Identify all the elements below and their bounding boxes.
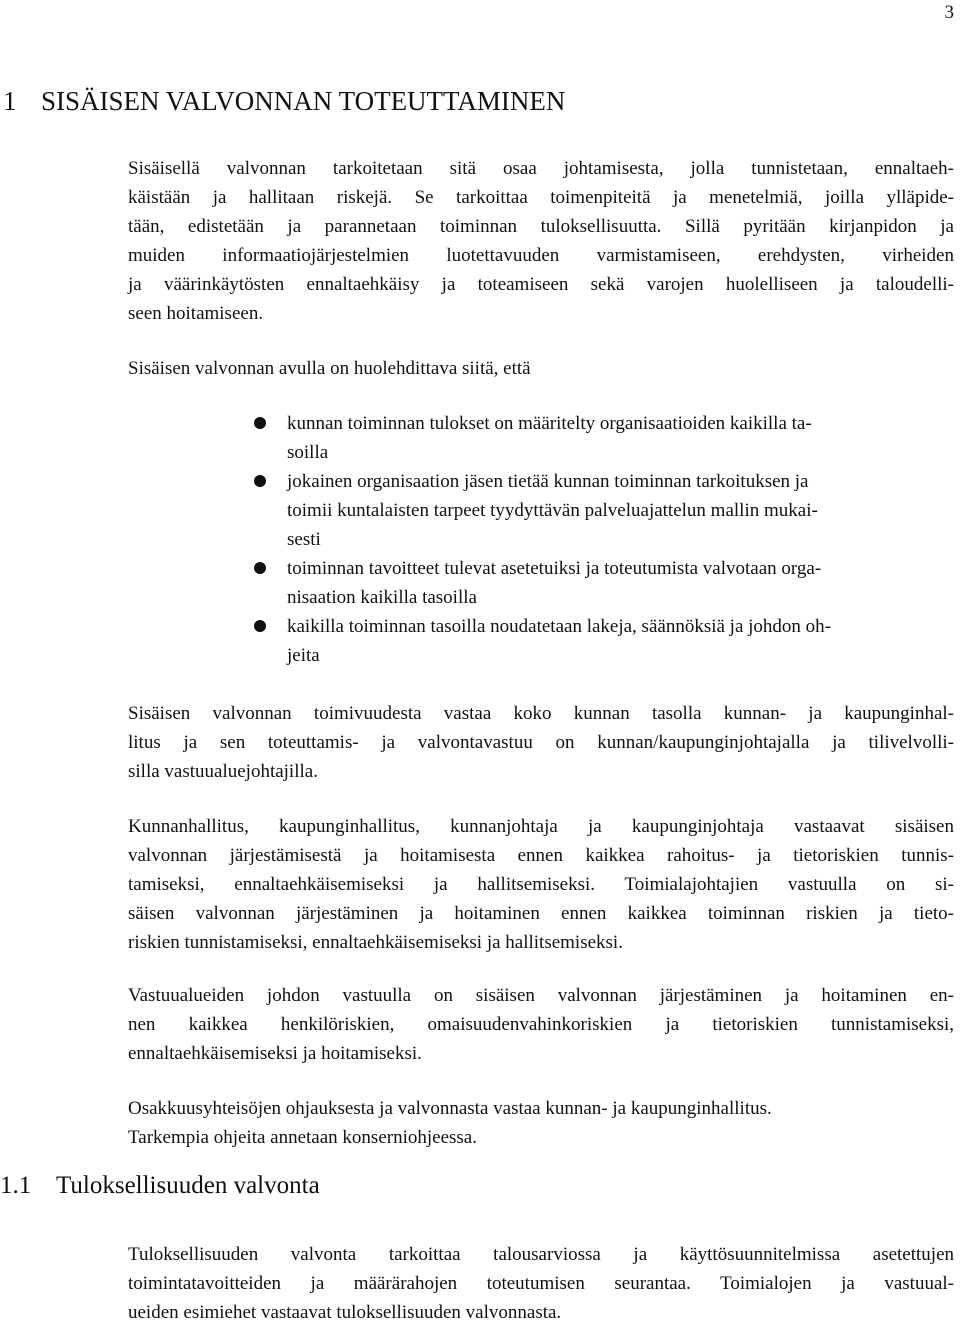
section-heading <box>0 1172 320 1200</box>
paragraph-line: tamiseksi, ennaltaehkäisemiseksi ja hallitsemiseksi. Toimialajohtajien vastuulla on si- <box>128 874 954 895</box>
paragraph-line: ennaltaehkäisemiseksi ja hoitamiseksi. <box>128 1043 422 1064</box>
paragraph-line: Tarkempia ohjeita annetaan konserniohjeessa. <box>128 1127 477 1148</box>
paragraph-line: riskien tunnistamiseksi, ennaltaehkäisemiseksi ja hallitsemiseksi. <box>128 932 623 953</box>
paragraph-line: ueiden esimiehet vastaavat tuloksellisuuden valvonnasta. <box>128 1302 562 1323</box>
paragraph-line: nen kaikkea henkilöriskien, omaisuudenvahinkoriskien ja tietoriskien tunnistamiseksi, <box>128 1014 954 1035</box>
paragraph-line: käistään ja hallitaan riskejä. Se tarkoittaa toimenpiteitä ja menetelmiä, joilla ylläpide- <box>128 187 954 208</box>
bullet-list <box>0 409 960 670</box>
list-item <box>0 467 960 554</box>
section-number: 1.1 <box>0 1172 32 1199</box>
list-item-line: toimii kuntalaisten tarpeet tyydyttävän palveluajattelun mallin mukai- <box>287 500 818 521</box>
intro-paragraph <box>128 154 954 328</box>
chapter-title: SISÄISEN VALVONNAN TOTEUTTAMINEN <box>41 86 566 116</box>
unit-management-paragraph <box>128 981 954 1068</box>
list-intro-paragraph <box>128 354 954 383</box>
paragraph-line: seen hoitamiseen. <box>128 303 264 324</box>
paragraph-line: Sisäisen valvonnan toimivuudesta vastaa koko kunnan tasolla kunnan- ja kaupunginhal- <box>128 703 954 724</box>
list-item-line: nisaation kaikilla tasoilla <box>287 587 477 608</box>
paragraph-line: Sisäisellä valvonnan tarkoitetaan sitä osaa johtamisesta, jolla tunnistetaan, ennaltaeh- <box>128 158 954 179</box>
paragraph-line: tään, edistetään ja parannetaan toiminnan tuloksellisuutta. Sillä pyritään kirjanpidon ja <box>128 216 954 237</box>
affiliates-paragraph <box>128 1094 954 1152</box>
bullet-icon <box>254 562 266 574</box>
responsibility-paragraph <box>128 699 954 786</box>
chapter-heading <box>3 86 565 117</box>
paragraph-line: Sisäisen valvonnan avulla on huolehdittava siitä, että <box>128 358 531 379</box>
performance-paragraph <box>128 1240 954 1327</box>
page-number: 3 <box>944 2 954 23</box>
paragraph-line: Kunnanhallitus, kaupunginhallitus, kunnanjohtaja ja kaupunginjohtaja vastaavat sisäisen <box>128 816 954 837</box>
list-item-line: sesti <box>287 529 321 550</box>
paragraph-line: Osakkuusyhteisöjen ohjauksesta ja valvonnasta vastaa kunnan- ja kaupunginhallitus. <box>128 1098 772 1119</box>
bullet-icon <box>254 475 266 487</box>
paragraph-line: Vastuualueiden johdon vastuulla on sisäisen valvonnan järjestäminen ja hoitaminen en- <box>128 985 954 1006</box>
paragraph-line: silla vastuualuejohtajilla. <box>128 761 318 782</box>
list-item-line: kunnan toiminnan tulokset on määritelty organisaatioiden kaikilla ta- <box>287 413 812 434</box>
paragraph-line: säisen valvonnan järjestäminen ja hoitaminen ennen kaikkea toiminnan riskien ja tieto- <box>128 903 954 924</box>
list-item-line: jokainen organisaation jäsen tietää kunnan toiminnan tarkoituksen ja <box>287 471 809 492</box>
paragraph-line: Tuloksellisuuden valvonta tarkoittaa talousarviossa ja käyttösuunnitelmissa asetettujen <box>128 1244 954 1265</box>
paragraph-line: toimintatavoitteiden ja määrärahojen toteutumisen seurantaa. Toimialojen ja vastuual- <box>128 1273 954 1294</box>
list-item-line: kaikilla toiminnan tasoilla noudatetaan lakeja, säännöksiä ja johdon oh- <box>287 616 831 637</box>
paragraph-line: muiden informaatiojärjestelmien luotettavuuden varmistamiseen, erehdysten, virheiden <box>128 245 954 266</box>
board-paragraph <box>128 812 954 957</box>
section-title: Tuloksellisuuden valvonta <box>56 1172 320 1199</box>
list-item <box>0 554 960 612</box>
paragraph-line: litus ja sen toteuttamis- ja valvontavastuu on kunnan/kaupunginjohtajalla ja tilivelvolli- <box>128 732 954 753</box>
paragraph-line: ja väärinkäytösten ennaltaehkäisy ja toteamiseen sekä varojen huolelliseen ja taloudelli- <box>128 274 954 295</box>
bullet-icon <box>254 620 266 632</box>
list-item <box>0 612 960 670</box>
list-item-line: jeita <box>287 645 320 666</box>
chapter-number: 1 <box>3 86 17 116</box>
list-item-line: soilla <box>287 442 329 463</box>
paragraph-line: valvonnan järjestämisestä ja hoitamisesta ennen kaikkea rahoitus- ja tietoriskien tunnis- <box>128 845 954 866</box>
list-item-line: toiminnan tavoitteet tulevat asetetuiksi ja toteutumista valvotaan orga- <box>287 558 822 579</box>
list-item <box>0 409 960 467</box>
bullet-icon <box>254 417 266 429</box>
